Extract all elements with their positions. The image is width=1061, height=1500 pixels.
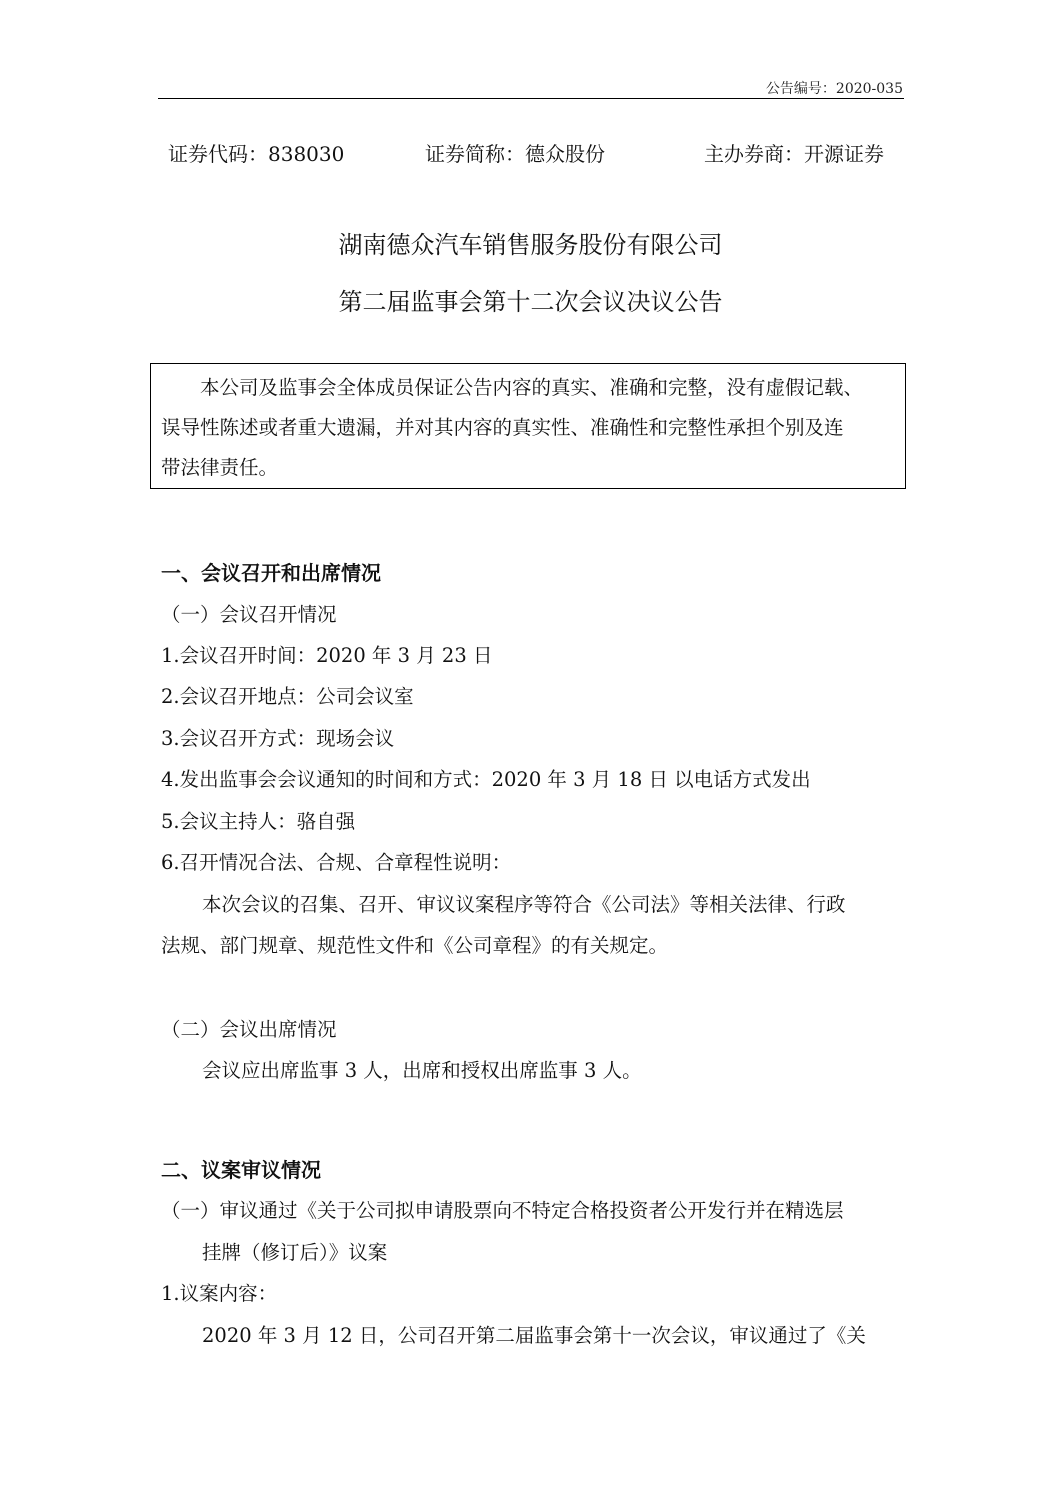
list-item: 6.召开情况合法、合规、合章程性说明： [161, 851, 512, 874]
paragraph-line: 2020 年 3 月 12 日，公司召开第二届监事会第十一次会议，审议通过了《关 [202, 1324, 866, 1347]
list-item: 1.会议召开时间：2020 年 3 月 23 日 [161, 644, 493, 667]
motion-title: （一）审议通过《关于公司拟申请股票向不特定合格投资者公开发行并在精选层 [161, 1199, 844, 1222]
security-code: 证券代码：838030 [168, 142, 345, 166]
list-item: 2.会议召开地点：公司会议室 [161, 685, 414, 708]
disclaimer-line: 误导性陈述或者重大遗漏，并对其内容的真实性、准确性和完整性承担个别及连 [161, 416, 844, 439]
motion-title: 挂牌（修订后）》议案 [202, 1241, 388, 1264]
header-divider [158, 98, 904, 99]
announcement-number: 公告编号：2020-035 [765, 81, 903, 97]
paragraph-line: 本次会议的召集、召开、审议议案程序等符合《公司法》等相关法律、行政 [202, 893, 846, 916]
list-item: 3.会议召开方式：现场会议 [161, 727, 395, 750]
section-heading: 二、议案审议情况 [161, 1158, 321, 1182]
announcement-title: 第二届监事会第十二次会议决议公告 [338, 288, 723, 316]
disclaimer-line: 带法律责任。 [161, 456, 279, 479]
list-item: 4.发出监事会会议通知的时间和方式：2020 年 3 月 18 日 以电话方式发出 [161, 768, 811, 791]
subsection-heading: （一）会议召开情况 [161, 603, 337, 626]
security-short-name: 证券简称：德众股份 [425, 142, 605, 166]
sponsor-broker: 主办券商：开源证券 [704, 142, 884, 166]
disclaimer-box [150, 363, 906, 489]
company-title: 湖南德众汽车销售服务股份有限公司 [338, 231, 723, 259]
disclaimer-line: 本公司及监事会全体成员保证公告内容的真实、准确和完整，没有虚假记载、 [161, 376, 864, 399]
section-heading: 一、会议召开和出席情况 [161, 561, 381, 585]
list-item: 1.议案内容： [161, 1282, 278, 1305]
attendance-text: 会议应出席监事 3 人，出席和授权出席监事 3 人。 [202, 1059, 642, 1082]
paragraph-line: 法规、部门规章、规范性文件和《公司章程》的有关规定。 [161, 934, 669, 957]
subsection-heading: （二）会议出席情况 [161, 1018, 337, 1041]
list-item: 5.会议主持人：骆自强 [161, 810, 356, 833]
